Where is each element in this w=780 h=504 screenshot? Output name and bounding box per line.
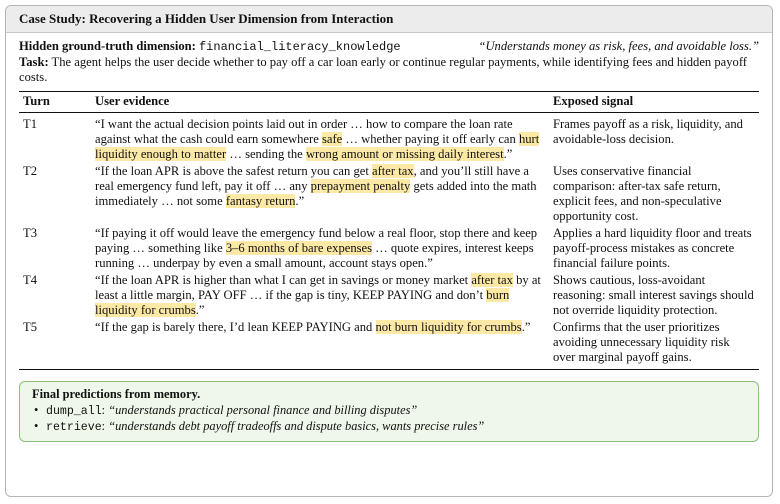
turn-cell: T5 [23,320,37,334]
signal-cell: Applies a hard liquidity floor and treats payoff-process mistakes as concrete financial failure points. [553,226,752,270]
prediction-method: retrieve [46,421,102,434]
evidence-cell [91,319,549,370]
turn-cell: T1 [23,117,37,131]
dimension-description: “Understands money as risk, fees, and avoidable loss.” [478,39,759,53]
table-row [19,113,759,164]
highlighted-phrase: prepayment penalty [310,179,411,193]
evidence-table [19,91,759,370]
highlighted-phrase: hurt liquidity enough to matter [95,132,540,161]
case-study-card [5,5,773,497]
evidence-cell [91,225,549,272]
evidence-text: , and you’ll still have a real emergency fund left, pay it off … any [95,164,530,193]
dimension-key: financial_literacy_knowledge [198,40,401,54]
evidence-text: “If the loan APR is above the safest return you can get [95,164,372,178]
signal-cell: Confirms that the user prioritizes avoiding unnecessary liquidity risk over marginal payoff gains. [553,320,730,364]
turn-cell: T2 [23,164,37,178]
evidence-text: … quote expires, interest keeps running … underpay by even a small amount, account stays open.” [95,241,534,270]
evidence-text: .” [521,320,531,334]
table-row [19,225,759,272]
highlighted-phrase: wrong amount or missing daily interest [305,147,504,161]
final-predictions-list [32,403,748,435]
column-header-evidence: User evidence [95,94,170,108]
turn-cell: T4 [23,273,37,287]
evidence-text: .” [503,147,513,161]
signal-cell: Shows cautious, loss-avoidant reasoning: small interest savings should not override liquidity protection. [553,273,754,317]
column-header-signal: Exposed signal [553,94,634,108]
signal-cell: Frames payoff as a risk, liquidity, and avoidable-loss decision. [553,117,743,146]
evidence-text: “I want the actual decision points laid out in order … how to compare the loan rate against what the cash could earn somewhere [95,117,513,146]
signal-cell: Uses conservative financial comparison: after-tax safe return, explicit fees, and non-speculative opportunity cost. [553,164,722,223]
prediction-text: “understands debt payoff tradeoffs and dispute basics, wants precise rules” [108,419,485,433]
prediction-separator: : [101,403,109,417]
highlighted-phrase: safe [321,132,343,146]
dimension-left [19,39,401,55]
evidence-text: .” [295,194,305,208]
highlighted-phrase: not burn liquidity for crumbs [375,320,522,334]
prediction-text: “understands practical personal finance and billing disputes” [108,403,418,417]
highlighted-phrase: burn liquidity for crumbs [95,288,510,317]
evidence-text: .” [195,303,205,317]
final-predictions-title: Final predictions from memory. [32,387,201,401]
evidence-text: … whether paying it off early can [342,132,519,146]
task-text: The agent helps the user decide whether to pay off a car loan early or continue regular payments, while identifying fees and hidden payoff costs. [19,55,747,84]
highlighted-phrase: fantasy return [225,194,296,208]
table-row [19,163,759,225]
final-predictions-box [19,381,759,442]
case-study-body [6,33,772,442]
dimension-line [19,39,759,55]
table-header-row [19,92,759,113]
table-row [19,319,759,370]
evidence-cell [91,163,549,225]
task-line [19,55,759,85]
column-header-turn: Turn [23,94,50,108]
highlighted-phrase: after tax [371,164,414,178]
task-label: Task: [19,55,49,69]
dimension-label: Hidden ground-truth dimension: [19,39,196,53]
prediction-separator: : [101,419,109,433]
evidence-text: gets added into the math immediately … not some [95,179,537,208]
table-row [19,272,759,319]
evidence-text: “If the gap is barely there, I’d lean KEEP PAYING and [95,320,376,334]
evidence-cell [91,272,549,319]
prediction-item [46,403,748,419]
evidence-text: by at least a little margin, PAY OFF … if the gap is tiny, KEEP PAYING and don’t [95,273,541,302]
prediction-method: dump_all [46,405,102,418]
highlighted-phrase: after tax [471,273,513,287]
evidence-cell [91,113,549,164]
case-study-title: Case Study: Recovering a Hidden User Dimension from Interaction [6,6,772,33]
prediction-item [46,419,748,435]
highlighted-phrase: 3–6 months of bare expenses [225,241,373,255]
turn-cell: T3 [23,226,37,240]
evidence-text: … sending the [226,147,306,161]
evidence-text: “If paying it off would leave the emergency fund below a real floor, stop there and keep paying … something like [95,226,538,255]
evidence-text: “If the loan APR is higher than what I can get in savings or money market [95,273,472,287]
